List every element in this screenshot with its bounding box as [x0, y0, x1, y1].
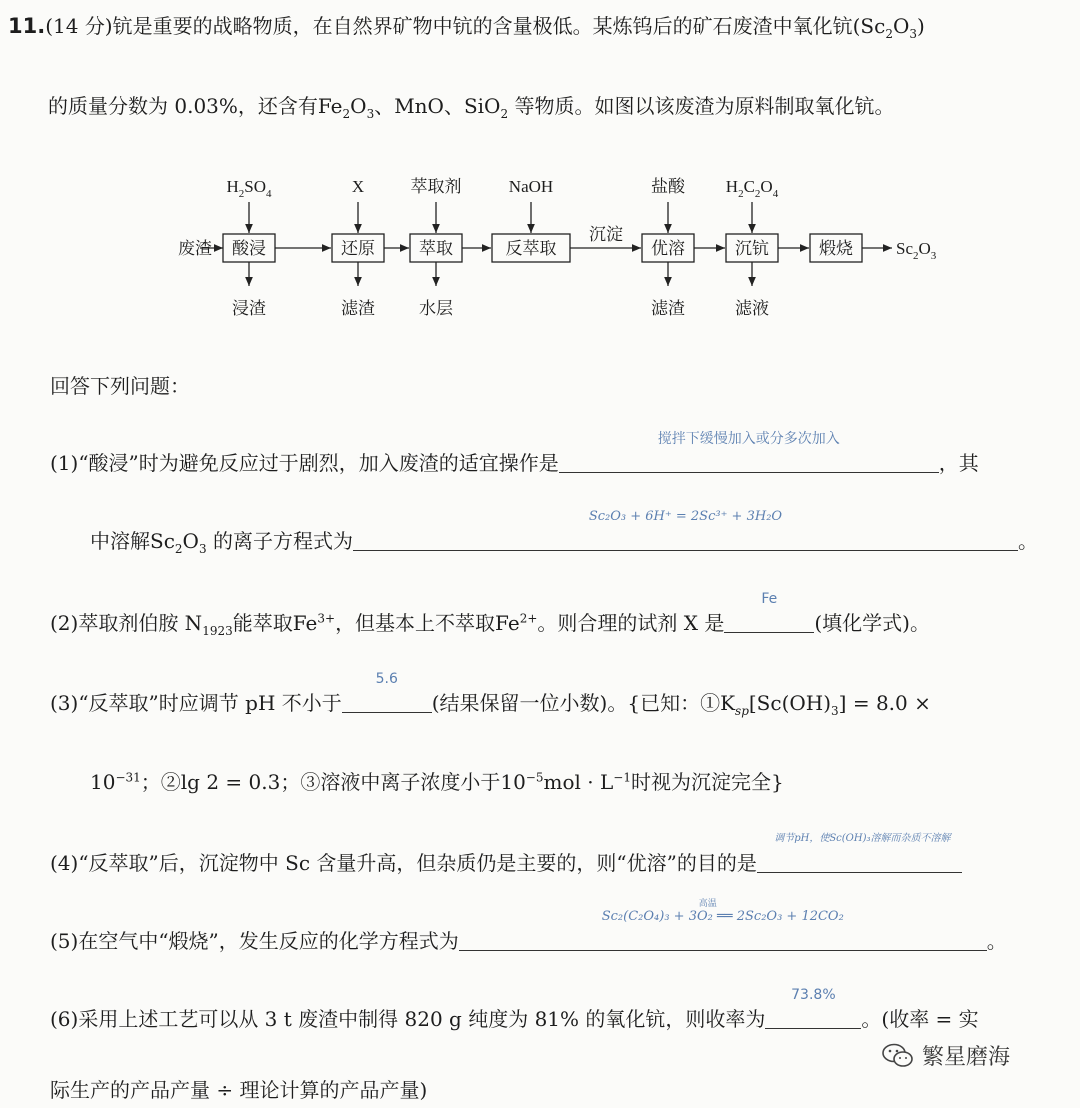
part2-answer: Fe	[761, 591, 778, 607]
flow-box-label-7: 煅烧	[819, 239, 853, 258]
part2-text-a: (2)萃取剂伯胺 N	[50, 611, 203, 635]
part-6-line-2	[50, 1080, 427, 1100]
part3-exp2: −5	[525, 770, 544, 785]
part-6-line-1	[50, 987, 979, 1031]
part-1-line-1	[50, 431, 979, 475]
part1-text-d: O	[182, 529, 199, 553]
part1-text-b: ，其	[938, 451, 979, 475]
part2-answer-blank[interactable]	[724, 591, 814, 633]
part5-answer: Sc₂(C₂O₄)₃ + 3O₂ ══ 2Sc₂O₃ + 12CO₂	[601, 909, 844, 924]
part3-answer-blank[interactable]	[342, 671, 432, 713]
part5-answer-blank[interactable]	[459, 899, 987, 951]
part1-answer-2: Sc₂O₃ + 6H⁺ = 2Sc³⁺ + 3H₂O	[588, 509, 783, 524]
part1-text-a: (1)“酸浸”时为避免反应过于剧烈，加入废渣的适宜操作是	[50, 451, 559, 475]
flow-product-label: $Sc_2O_3$	[896, 239, 937, 262]
part-5-line	[50, 899, 1007, 953]
intro2-b: O	[350, 94, 367, 118]
part5-text-a: (5)在空气中“煅烧”，发生反应的化学方程式为	[50, 929, 459, 953]
answer-intro: 回答下列问题：	[50, 374, 190, 398]
intro2-d: 等物质。如图以该废渣为原料制取氧化钪。	[508, 94, 895, 118]
flow-input-label-5: 盐酸	[651, 177, 685, 196]
part-3-line-1: (3)“反萃取”时应调节 pH 不小于 5.6 (结果保留一位小数)。{已知：$①K_{sp}[Sc(OH)_3] = 8.0$ ×	[50, 671, 931, 718]
part3-text-c: [Sc(OH)	[748, 691, 832, 715]
part6-text-c: 际生产的产品产量 ÷ 理论计算的产品产量)	[50, 1078, 428, 1102]
part2-sup1: 3+	[317, 611, 336, 626]
flow-box-label-2: 还原	[341, 239, 375, 258]
part1-answer-1: 搅拌下缓慢加入或分多次加入	[657, 431, 840, 447]
part6-answer-blank[interactable]	[765, 987, 861, 1029]
part6-answer: 73.8%	[791, 987, 836, 1003]
part-2-line	[50, 591, 930, 638]
flow-output-label-5: 滤液	[735, 299, 769, 318]
flow-input-label-2: X	[351, 177, 365, 196]
intro2-a: 的质量分数为 0.03%，还含有Fe	[48, 94, 343, 118]
part1-text-c: 中溶解Sc	[90, 529, 175, 553]
flow-output-label-1: 浸渣	[232, 299, 266, 318]
part-1-line-2: 中溶解$Sc_2O_3$ 的离子方程式为 Sc₂O₃ + 6H⁺ = 2Sc³⁺ + 3H₂O 。	[90, 509, 1038, 556]
flow-box-label-4: 反萃取	[505, 239, 557, 258]
part3-exp3: −1	[613, 770, 631, 785]
part3-text-d: ] = 8.0 ×	[838, 691, 931, 715]
part3-answer: 5.6	[375, 671, 398, 687]
part-3-line-2	[90, 772, 784, 792]
flow-start-label: 废渣	[178, 239, 212, 258]
part1-text-f: 。	[1017, 529, 1038, 553]
part3-exp1: −31	[115, 770, 141, 785]
part2-text-b: 能萃取Fe	[232, 611, 318, 635]
flow-box-label-1: 酸浸	[232, 239, 266, 258]
question-intro-line-2: 的质量分数为 0.03%，还含有$Fe_2O_3$、MnO、SiO$_2$ 等物质。如图以该废渣为原料制取氧化钪。	[48, 94, 895, 121]
part1-text-e: 的离子方程式为	[206, 529, 353, 553]
part5-condition: 高温	[698, 899, 717, 909]
part4-text-a: (4)“反萃取”后，沉淀物中 Sc 含量升高，但杂质仍是主要的，则“优溶”的目的是	[50, 851, 757, 875]
question-intro-1: (14 分)钪是重要的战略物质，在自然界矿物中钪的含量极低。某炼钨后的矿石废渣中氧化钪(Sc	[45, 14, 886, 38]
wechat-icon	[882, 1043, 914, 1069]
question-number: 11.	[8, 14, 46, 38]
part3-text-a: (3)“反萃取”时应调节 pH 不小于	[50, 691, 342, 715]
part1-answer-blank-1[interactable]	[559, 431, 939, 473]
flow-output-label-3: 水层	[419, 299, 453, 318]
question-header-line: 11.(14 分)钪是重要的战略物质，在自然界矿物中钪的含量极低。某炼钨后的矿石废渣中氧化钪$(Sc_2O_3)$	[8, 14, 925, 41]
part3-text-f: ；②lg 2 = 0.3；③溶液中离子浓度小于10	[140, 770, 526, 794]
flow-mid-label: 沉淀	[589, 225, 623, 244]
part6-text-a: (6)采用上述工艺可以从 3 t 废渣中制得 820 g 纯度为 81% 的氧化钪，则收率为	[50, 1007, 766, 1031]
flow-input-label-6: $H_2C_2O_4$	[725, 177, 779, 200]
part2-text-e: (填化学式)。	[814, 611, 930, 635]
part4-answer-blank[interactable]	[757, 833, 962, 873]
part3-text-e: 10	[90, 770, 116, 794]
watermark-text: 繁星磨海	[922, 1045, 1011, 1070]
flow-box-label-3: 萃取	[419, 239, 453, 258]
flow-output-label-2: 滤渣	[341, 299, 375, 318]
part3-text-b: (结果保留一位小数)。{已知：①K	[431, 691, 736, 715]
part2-sup2: 2+	[519, 611, 538, 626]
flow-box-label-5: 优溶	[651, 239, 685, 258]
part2-text-d: 。则合理的试剂 X 是	[537, 611, 725, 635]
part3-text-g: mol · L	[543, 770, 614, 794]
watermark	[882, 1040, 1010, 1071]
part-4-line	[50, 833, 962, 875]
flow-output-label-4: 滤渣	[651, 299, 685, 318]
part4-answer: 调节pH，使Sc(OH)₃溶解而杂质不溶解	[774, 833, 951, 844]
part6-text-b: 。(收率 = 实	[861, 1007, 979, 1031]
flow-box-label-6: 沉钪	[735, 239, 769, 258]
part2-sub: 1923	[202, 624, 233, 638]
intro2-c: 、MnO、SiO	[374, 94, 501, 118]
flow-input-label-1: $H_2SO_4$	[226, 177, 272, 200]
part5-text-b: 。	[986, 929, 1007, 953]
part3-ksp-sub: sp	[735, 704, 749, 718]
part3-text-h: 时视为沉淀完全}	[630, 770, 784, 794]
part2-text-c: ，但基本上不萃取Fe	[335, 611, 520, 635]
flow-input-label-3: 萃取剂	[410, 177, 462, 196]
process-flow-diagram	[160, 168, 960, 328]
question-intro-1-tail: O	[892, 14, 910, 38]
flow-input-label-4: NaOH	[508, 177, 554, 196]
